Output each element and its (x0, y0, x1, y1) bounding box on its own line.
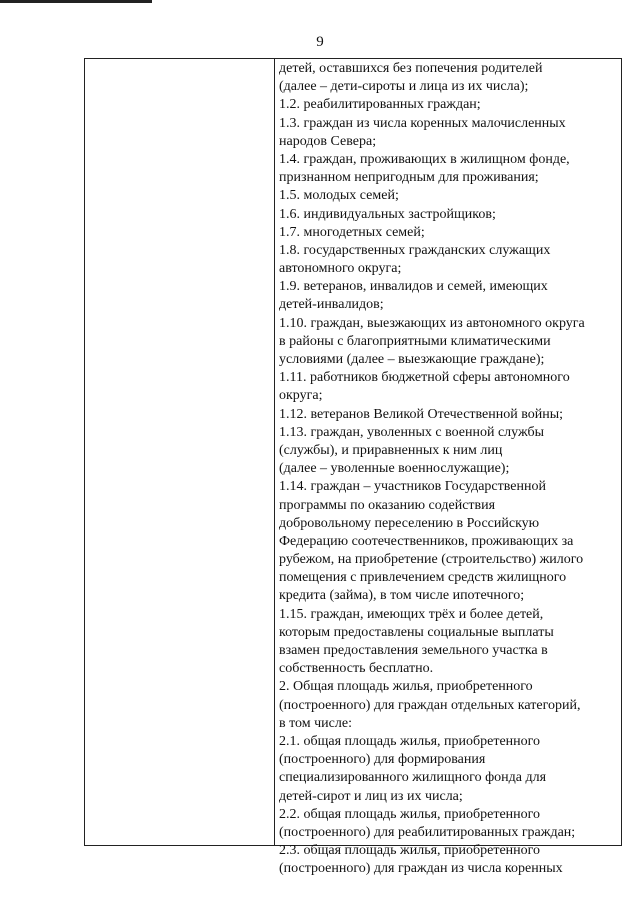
text-line: 1.7. многодетных семей; (279, 224, 425, 240)
text-line: 2.1. общая площадь жилья, приобретенного (279, 733, 541, 749)
text-line: 1.11. работников бюджетной сферы автономного (279, 370, 570, 386)
text-line: 1.15. граждан, имеющих трёх и более детей, (279, 606, 544, 622)
text-line: взамен предоставления земельного участка в (279, 643, 548, 658)
text-line: 2.3. общая площадь жилья, приобретенного (279, 843, 541, 859)
text-line: автономного округа; (279, 261, 402, 277)
text-line: специализированного жилищного фонда для (279, 770, 547, 786)
text-line: 1.14. граждан – участников Государственной (279, 479, 546, 495)
text-line: народов Севера; (279, 133, 377, 149)
document-table (84, 58, 622, 877)
text-line: помещения с привлечением средств жилищного (279, 570, 567, 586)
text-line: 1.8. государственных гражданских служащих (279, 242, 551, 258)
text-line: (далее – уволенные военнослужащие); (279, 461, 510, 477)
text-line: 1.12. ветеранов Великой Отечественной войны; (279, 406, 564, 422)
table-left-column (85, 59, 275, 845)
text-line: 1.6. индивидуальных застройщиков; (279, 206, 496, 222)
text-line: в районы с благоприятными климатическими (279, 333, 551, 349)
text-line: (построенного) для граждан из числа коренных (279, 861, 563, 877)
table-right-column (275, 59, 621, 877)
text-line: собственность бесплатно. (279, 661, 434, 677)
text-line: признанном непригодным для проживания; (279, 170, 539, 186)
text-line: детей, оставшихся без попечения родителей (279, 61, 543, 76)
text-line: 1.9. ветеранов, инвалидов и семей, имеющих (279, 279, 548, 295)
text-line: 1.2. реабилитированных граждан; (279, 97, 481, 113)
text-line: 2. Общая площадь жилья, приобретенного (279, 679, 533, 695)
text-line: в том числе: (279, 715, 352, 731)
text-line: условиями (далее – выезжающие граждане); (279, 352, 545, 367)
text-line: 1.5. молодых семей; (279, 188, 399, 204)
text-line: добровольному переселению в Российскую (279, 515, 540, 531)
text-line: детей-инвалидов; (279, 297, 384, 313)
text-line: (построенного) для реабилитированных граждан; (279, 824, 576, 840)
text-line: 1.3. граждан из числа коренных малочисленных (279, 115, 566, 131)
text-line: (службы), и приравненных к ним лиц (279, 442, 503, 458)
text-line: (построенного) для формирования (279, 752, 486, 768)
text-line: кредита (займа), в том числе ипотечного; (279, 588, 525, 604)
text-line: которым предоставлены социальные выплаты (279, 624, 554, 640)
text-line: рубежом, на приобретение (строительство) жилого (279, 552, 584, 568)
text-line: округа; (279, 388, 323, 404)
text-line: (далее – дети-сироты и лица из их числа); (279, 79, 529, 95)
text-line: 2.2. общая площадь жилья, приобретенного (279, 806, 541, 822)
text-line: 1.10. граждан, выезжающих из автономного округа (279, 315, 585, 331)
text-line: (построенного) для граждан отдельных категорий, (279, 697, 581, 713)
text-line: детей-сирот и лиц из их числа; (279, 788, 463, 804)
text-line: Федерацию соотечественников, проживающих за (279, 533, 574, 549)
text-line: 1.4. граждан, проживающих в жилищном фонде, (279, 151, 570, 167)
text-line: 1.13. граждан, уволенных с военной службы (279, 424, 545, 440)
page-number: 9 (316, 34, 324, 50)
top-edge-mark (0, 0, 152, 3)
text-line: программы по оказанию содействия (279, 497, 496, 513)
